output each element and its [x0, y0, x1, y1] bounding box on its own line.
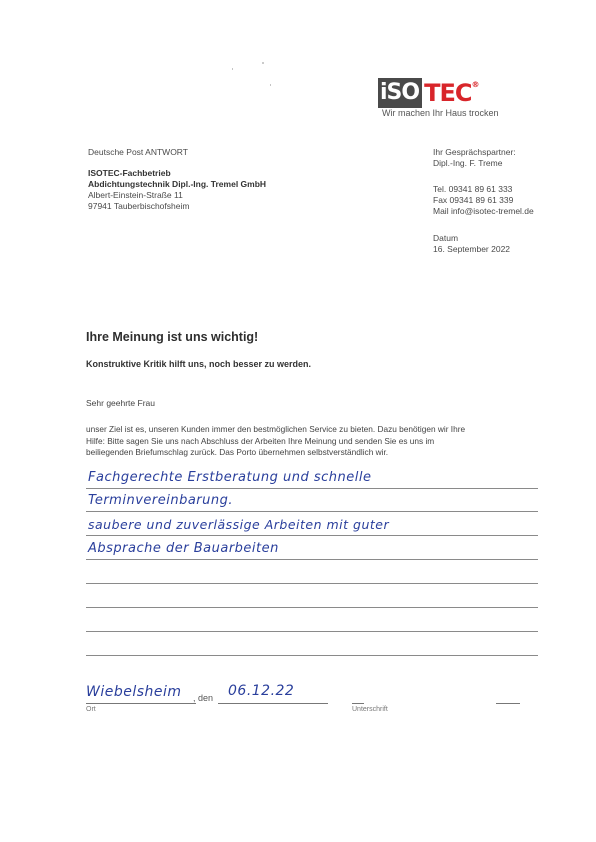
handwritten-comment-line: saubere und zuverlässige Arbeiten mit guter: [88, 517, 390, 532]
reply-mail-label: Deutsche Post ANTWORT: [88, 147, 188, 157]
logo-wordmark-box: iSO: [378, 78, 422, 108]
company-name: ISOTEC-Fachbetrieb: [88, 168, 171, 178]
partner-name: Dipl.-Ing. F. Treme: [433, 158, 503, 168]
fax: Fax 09341 89 61 339: [433, 195, 514, 205]
subheadline: Konstruktive Kritik hilft uns, noch besser zu werden.: [86, 359, 312, 369]
isotec-logo: [378, 78, 508, 122]
email: Mail info@isotec-tremel.de: [433, 206, 534, 216]
date-line: [218, 703, 328, 704]
contact-block: [433, 147, 534, 255]
logo-wordmark-red: TEC®: [424, 79, 479, 107]
phone: Tel. 09341 89 61 333: [433, 184, 513, 194]
page-title: Ihre Meinung ist uns wichtig!: [86, 330, 259, 344]
handwritten-comment-line: Fachgerechte Erstberatung und schnelle: [88, 470, 372, 485]
letter-date: 16. September 2022: [433, 244, 511, 254]
street: Albert-Einstein-Straße 11: [88, 190, 183, 200]
sender-address: [88, 147, 266, 212]
writing-line: [86, 583, 538, 584]
letter-body: [86, 424, 526, 459]
handwritten-place: Wiebelsheim: [86, 684, 182, 700]
scan-speck: [270, 84, 271, 86]
scan-speck: [262, 62, 264, 64]
salutation: Sehr geehrte Frau: [86, 398, 155, 408]
place-line: [86, 703, 196, 704]
writing-line: [86, 631, 538, 632]
writing-line: [86, 511, 538, 512]
city: 97941 Tauberbischofsheim: [88, 201, 190, 211]
signature-label: Unterschrift: [352, 706, 388, 713]
company-name-full: Abdichtungstechnik Dipl.-Ing. Tremel GmbH: [88, 179, 267, 189]
body-line: unser Ziel ist es, unseren Kunden immer den bestmöglichen Service zu bieten. Dazu benötigen wir Ihre: [86, 424, 466, 434]
signature-line-end: [496, 703, 520, 704]
handwritten-comment-line: Absprache der Bauarbeiten: [88, 541, 279, 556]
handwritten-date: 06.12.22: [228, 683, 295, 699]
body-line: beiliegenden Briefumschlag zurück. Das Porto übernehmen selbstverständlich wir.: [86, 447, 389, 458]
handwritten-comment-line: Terminvereinbarung.: [88, 493, 234, 508]
writing-line: [86, 559, 538, 560]
writing-line: [86, 535, 538, 536]
logo-tagline: Wir machen Ihr Haus trocken: [382, 108, 499, 118]
writing-line: [86, 655, 538, 656]
scan-speck: [232, 68, 233, 70]
date-label: Datum: [433, 233, 459, 243]
date-separator: , den: [193, 693, 214, 703]
body-line: Hilfe: Bitte sagen Sie uns nach Abschluss der Arbeiten Ihre Meinung und senden Sie es uns im: [86, 435, 435, 446]
signature-line: [352, 703, 364, 704]
writing-line: [86, 488, 538, 489]
partner-label: Ihr Gesprächspartner:: [433, 147, 516, 157]
writing-line: [86, 607, 538, 608]
place-label: Ort: [86, 706, 96, 713]
